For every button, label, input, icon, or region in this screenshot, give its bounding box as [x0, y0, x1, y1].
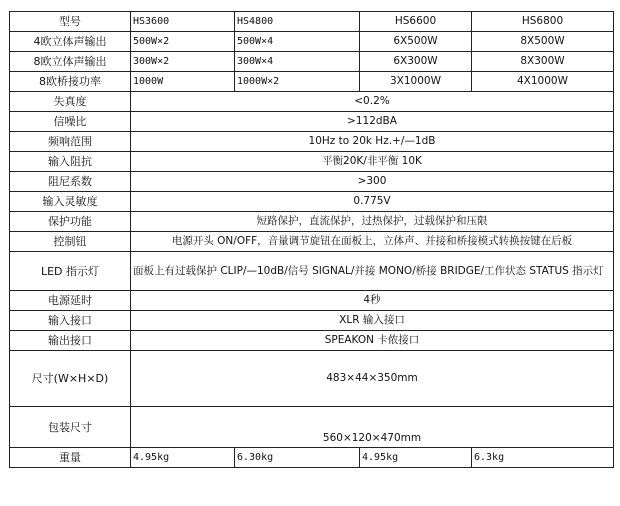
- row-label: 尺寸(W×H×D): [10, 351, 131, 407]
- model-hs6800: HS6800: [472, 12, 614, 32]
- cell-value: 3X1000W: [360, 72, 472, 92]
- row-label: 输入接口: [10, 311, 131, 331]
- cell-value: SPEAKON 卡侬接口: [131, 331, 614, 351]
- model-label: 型号: [10, 12, 131, 32]
- cell-value: 560×120×470mm: [131, 407, 614, 448]
- cell-value: 6X500W: [360, 32, 472, 52]
- cell-value: 300W×4: [235, 52, 360, 72]
- table-row: [10, 152, 614, 172]
- row-label: LED 指示灯: [10, 252, 131, 291]
- table-row: [10, 212, 614, 232]
- table-row: [10, 407, 614, 448]
- cell-value: 1000W: [131, 72, 235, 92]
- row-label: 阻尼系数: [10, 172, 131, 192]
- table-row: [10, 331, 614, 351]
- table-row: [10, 172, 614, 192]
- row-label: 失真度: [10, 92, 131, 112]
- cell-value: 300W×2: [131, 52, 235, 72]
- row-label: 电源延时: [10, 291, 131, 311]
- row-label: 输入灵敏度: [10, 192, 131, 212]
- cell-value: 6.30kg: [235, 448, 360, 468]
- model-hs4800: HS4800: [235, 12, 360, 32]
- table-row: [10, 32, 614, 52]
- row-label: 输入阻抗: [10, 152, 131, 172]
- row-label: 输出接口: [10, 331, 131, 351]
- table-row: [10, 351, 614, 407]
- cell-value: 4.95kg: [360, 448, 472, 468]
- table-row: [10, 192, 614, 212]
- cell-value: 面板上有过载保护 CLIP/—10dB/信号 SIGNAL/并接 MONO/桥接 BRIDGE/工作状态 STATUS 指示灯: [131, 252, 614, 291]
- cell-value: 6.3kg: [472, 448, 614, 468]
- model-hs3600: HS3600: [131, 12, 235, 32]
- row-label: 频响范围: [10, 132, 131, 152]
- row-label: 包装尺寸: [10, 407, 131, 448]
- table-row: [10, 92, 614, 112]
- cell-value: 4.95kg: [131, 448, 235, 468]
- table-row: [10, 72, 614, 92]
- table-row: [10, 12, 614, 32]
- cell-value: 平衡20K/非平衡 10K: [131, 152, 614, 172]
- spec-table: [9, 11, 614, 468]
- cell-value: >112dBA: [131, 112, 614, 132]
- cell-value: >300: [131, 172, 614, 192]
- row-label: 控制钮: [10, 232, 131, 252]
- cell-value: 电源开头 ON/OFF，音量调节旋钮在面板上，立体声、并接和桥接模式转换按键在后板: [131, 232, 614, 252]
- table-row: [10, 311, 614, 331]
- row-label: 保护功能: [10, 212, 131, 232]
- model-hs6600: HS6600: [360, 12, 472, 32]
- cell-value: 6X300W: [360, 52, 472, 72]
- table-row: [10, 52, 614, 72]
- row-label: 重量: [10, 448, 131, 468]
- cell-value: 4秒: [131, 291, 614, 311]
- row-label: 信噪比: [10, 112, 131, 132]
- row-label: 8欧桥接功率: [10, 72, 131, 92]
- cell-value: 483×44×350mm: [131, 351, 614, 407]
- table-row: [10, 132, 614, 152]
- cell-value: 8X300W: [472, 52, 614, 72]
- row-label: 8欧立体声输出: [10, 52, 131, 72]
- cell-value: 0.775V: [131, 192, 614, 212]
- cell-value: 10Hz to 20k Hz.+/—1dB: [131, 132, 614, 152]
- cell-value: 1000W×2: [235, 72, 360, 92]
- table-row: [10, 448, 614, 468]
- cell-value: 4X1000W: [472, 72, 614, 92]
- cell-value: 8X500W: [472, 32, 614, 52]
- cell-value: XLR 输入接口: [131, 311, 614, 331]
- cell-value: 500W×2: [131, 32, 235, 52]
- cell-value: 短路保护，直流保护，过热保护，过载保护和压限: [131, 212, 614, 232]
- cell-value: <0.2%: [131, 92, 614, 112]
- row-label: 4欧立体声输出: [10, 32, 131, 52]
- cell-value: 500W×4: [235, 32, 360, 52]
- table-row: [10, 291, 614, 311]
- table-row: [10, 232, 614, 252]
- table-row: [10, 252, 614, 291]
- table-row: [10, 112, 614, 132]
